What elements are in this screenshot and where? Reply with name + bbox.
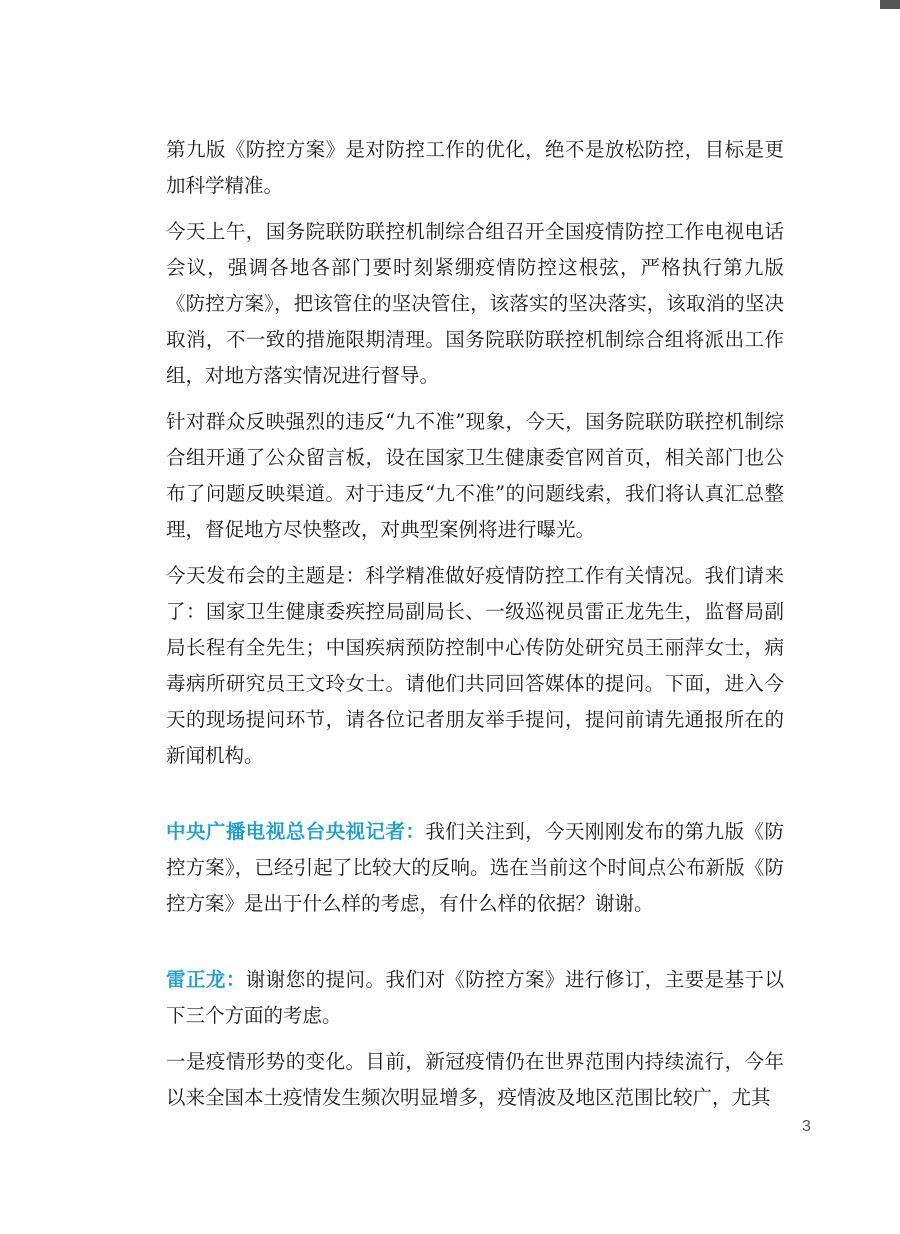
paragraph-text: 今天发布会的主题是：科学精准做好疫情防控工作有关情况。我们请来了：国家卫生健康委疾控局副局长、一级巡视员雷正龙先生，监督局副局长程有全先生；中国疾病预防控制中心传防处研究员王丽萍女士，病毒病所研究员王文玲女士。请他们共同回答媒体的提问。下面，进入今天的现场提问环节，请各位记者朋友举手提问，提问前请先通报所在的新闻机构。 (166, 564, 784, 767)
paragraph-text: 我们关注到，今天刚刚发布的第九版《防控方案》，已经引起了比较大的反响。选在当前这个时间点公布新版《防控方案》是出于什么样的考虑，有什么样的依据？谢谢。 (166, 820, 784, 915)
corner-mark (880, 0, 900, 9)
speaker-name: 中央广播电视总台央视记者： (166, 820, 426, 843)
paragraph-text: 第九版《防控方案》是对防控工作的优化，绝不是放松防控，目标是更加科学精准。 (166, 138, 784, 197)
paragraph-text: 今天上午，国务院联防联控机制综合组召开全国疫情防控工作电视电话会议，强调各地各部门要时刻紧绷疫情防控这根弦，严格执行第九版《防控方案》，把该管住的坚决管住，该落实的坚决落实，该取消的坚决取消，不一致的措施限期清理。国务院联防联控机制综合组将派出工作组，对地方落实情况进行督导。 (166, 220, 784, 387)
paragraph-text: 一是疫情形势的变化。目前，新冠疫情仍在世界范围内持续流行，今年以来全国本土疫情发生频次明显增多，疫情波及地区范围比较广，尤其 (166, 1050, 784, 1109)
paragraph (166, 558, 784, 774)
paragraph (166, 214, 784, 394)
paragraph (166, 1044, 784, 1116)
paragraph (166, 404, 784, 548)
speaker-name: 雷正龙： (166, 968, 246, 991)
paragraph (166, 132, 784, 204)
paragraph-text: 谢谢您的提问。我们对《防控方案》进行修订，主要是基于以下三个方面的考虑。 (166, 968, 784, 1027)
answer-paragraph (166, 962, 784, 1034)
paragraph-text: 针对群众反映强烈的违反“九不准”现象，今天，国务院联防联控机制综合组开通了公众留言板，设在国家卫生健康委官网首页，相关部门也公布了问题反映渠道。对于违反“九不准”的问题线索，我们将认真汇总整理，督促地方尽快整改，对典型案例将进行曝光。 (166, 410, 784, 541)
question-paragraph (166, 814, 784, 922)
article-body (166, 132, 784, 1126)
page-number: 3 (802, 1118, 811, 1135)
